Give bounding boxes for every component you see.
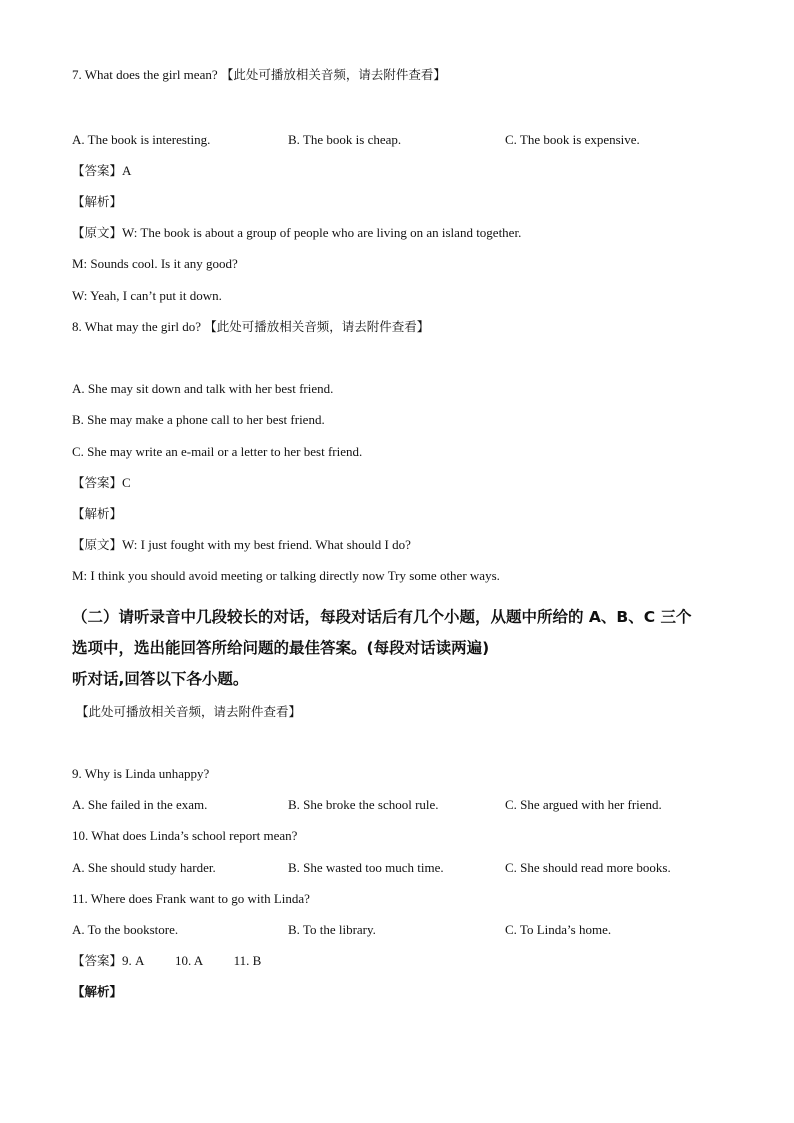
answers-9-11-analysis-label: 【解析】 bbox=[72, 984, 123, 999]
audio-note[interactable]: 【此处可播放相关音频，请去附件查看】 bbox=[220, 67, 446, 82]
question-7-text: 7. What does the girl mean? bbox=[72, 67, 218, 82]
answer-value: A bbox=[122, 163, 132, 178]
question-9: 9. Why is Linda unhappy? bbox=[72, 766, 210, 781]
question-8 bbox=[72, 318, 429, 336]
answers-9-11 bbox=[72, 952, 261, 970]
answer-10: 10. A bbox=[174, 953, 203, 968]
question-11: 11. Where does Frank want to go with Linda? bbox=[72, 891, 310, 906]
q11-option-a: A. To the bookstore. bbox=[72, 922, 179, 937]
q7-transcript-line-2: M: Sounds cool. Is it any good? bbox=[72, 256, 238, 271]
transcript-label: 【原文】 bbox=[72, 225, 123, 240]
question-8-text: 8. What may the girl do? bbox=[72, 319, 202, 334]
section-2-heading-line-3: 听对话,回答以下各小题。 bbox=[72, 670, 249, 688]
q8-answer bbox=[72, 474, 131, 492]
audio-note[interactable]: 【此处可播放相关音频，请去附件查看】 bbox=[204, 319, 430, 334]
q9-option-b: B. She broke the school rule. bbox=[288, 797, 439, 812]
q10-option-b: B. She wasted too much time. bbox=[288, 860, 444, 875]
answer-9: 9. A bbox=[122, 953, 144, 968]
q10-option-a: A. She should study harder. bbox=[72, 860, 216, 875]
answer-11: 11. B bbox=[233, 953, 262, 968]
q11-option-b: B. To the library. bbox=[288, 922, 376, 937]
question-7 bbox=[72, 66, 446, 84]
q7-option-b: B. The book is cheap. bbox=[288, 132, 402, 147]
section-2-audio-note[interactable]: 【此处可播放相关音频，请去附件查看】 bbox=[76, 704, 302, 719]
q8-transcript-line-1 bbox=[72, 536, 411, 554]
answer-label: 【答案】 bbox=[72, 163, 123, 178]
question-10: 10. What does Linda’s school report mean? bbox=[72, 828, 298, 843]
q7-transcript-line-3: W: Yeah, I can’t put it down. bbox=[72, 288, 222, 303]
q8-option-c: C. She may write an e-mail or a letter to her best friend. bbox=[72, 444, 363, 459]
q7-analysis-label: 【解析】 bbox=[72, 194, 123, 209]
q7-transcript-line-1 bbox=[72, 224, 521, 242]
q7-option-a: A. The book is interesting. bbox=[72, 132, 211, 147]
q7-answer bbox=[72, 162, 131, 180]
q8-transcript-line-2: M: I think you should avoid meeting or talking directly now Try some other ways. bbox=[72, 568, 500, 583]
q7-option-c: C. The book is expensive. bbox=[505, 132, 640, 147]
transcript-text: W: The book is about a group of people who are living on an island together. bbox=[122, 225, 522, 240]
q11-option-c: C. To Linda’s home. bbox=[505, 922, 612, 937]
answer-label: 【答案】 bbox=[72, 953, 123, 968]
transcript-text: W: I just fought with my best friend. What should I do? bbox=[122, 537, 411, 552]
q8-option-a: A. She may sit down and talk with her best friend. bbox=[72, 381, 334, 396]
q10-option-c: C. She should read more books. bbox=[505, 860, 671, 875]
q9-option-a: A. She failed in the exam. bbox=[72, 797, 208, 812]
q9-option-c: C. She argued with her friend. bbox=[505, 797, 662, 812]
answer-value: C bbox=[122, 475, 131, 490]
section-2-heading-line-2: 选项中，选出能回答所给问题的最佳答案。(每段对话读两遍) bbox=[72, 639, 490, 657]
q8-analysis-label: 【解析】 bbox=[72, 506, 123, 521]
transcript-label: 【原文】 bbox=[72, 537, 123, 552]
answer-label: 【答案】 bbox=[72, 475, 123, 490]
section-2-heading-line-1: （二）请听录音中几段较长的对话，每段对话后有几个小题，从题中所给的 A、B、C 三个 bbox=[72, 608, 692, 626]
q8-option-b: B. She may make a phone call to her best friend. bbox=[72, 412, 325, 427]
